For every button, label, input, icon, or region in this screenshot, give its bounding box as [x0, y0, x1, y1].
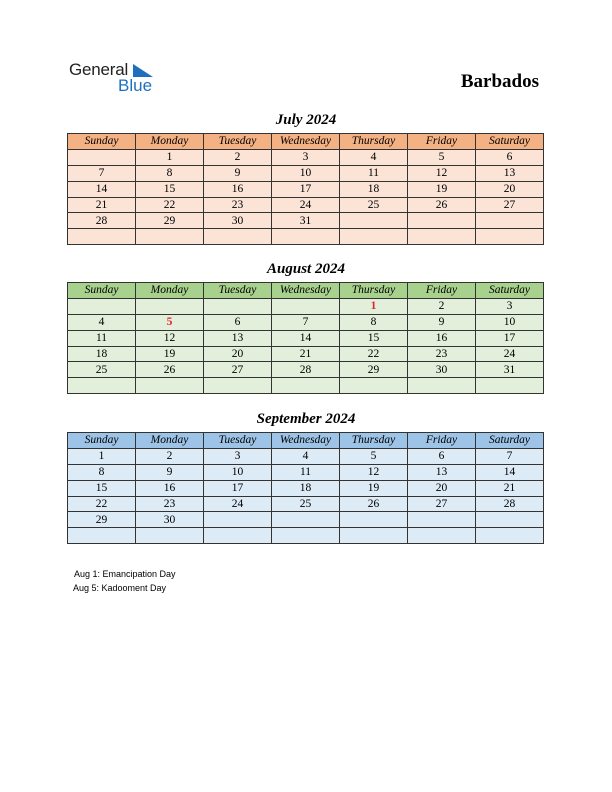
- day-cell: 8: [136, 165, 204, 181]
- day-cell: 25: [68, 362, 136, 378]
- week-row: [68, 448, 544, 464]
- day-cell: [204, 229, 272, 245]
- day-cell: 31: [476, 362, 544, 378]
- day-cell: 17: [204, 480, 272, 496]
- weekday-header: Saturday: [476, 283, 544, 299]
- week-row: [68, 213, 544, 229]
- day-cell: [68, 528, 136, 544]
- weekday-header: Saturday: [476, 433, 544, 449]
- day-cell: [408, 512, 476, 528]
- week-row: [68, 229, 544, 245]
- day-cell: 17: [476, 330, 544, 346]
- day-cell: 30: [204, 213, 272, 229]
- day-cell: [408, 378, 476, 394]
- week-row: [68, 346, 544, 362]
- month-title-august: August 2024: [267, 261, 345, 277]
- day-cell: [204, 512, 272, 528]
- weekday-header: Sunday: [68, 134, 136, 150]
- day-cell: 22: [68, 496, 136, 512]
- day-cell: 22: [340, 346, 408, 362]
- day-cell: 28: [476, 496, 544, 512]
- weekday-header: Sunday: [68, 283, 136, 299]
- brand-logo: [69, 60, 169, 96]
- day-cell: [476, 528, 544, 544]
- day-cell: [68, 298, 136, 314]
- day-cell: 23: [204, 197, 272, 213]
- weekday-header: Friday: [408, 433, 476, 449]
- day-cell: 23: [408, 346, 476, 362]
- day-cell: [476, 229, 544, 245]
- day-cell: 25: [340, 197, 408, 213]
- day-cell: 19: [340, 480, 408, 496]
- weekday-header-row: [68, 134, 544, 150]
- day-cell: 28: [68, 213, 136, 229]
- week-row: [68, 165, 544, 181]
- day-cell: 10: [204, 464, 272, 480]
- day-cell: 19: [136, 346, 204, 362]
- day-cell: 4: [340, 149, 408, 165]
- day-cell: [136, 378, 204, 394]
- day-cell: 8: [68, 464, 136, 480]
- weekday-header: Thursday: [340, 283, 408, 299]
- week-row: [68, 464, 544, 480]
- day-cell: [340, 528, 408, 544]
- country-title: Barbados: [460, 71, 539, 92]
- day-cell: 24: [204, 496, 272, 512]
- day-cell: 28: [272, 362, 340, 378]
- day-cell: 21: [68, 197, 136, 213]
- day-cell: 7: [476, 448, 544, 464]
- weekday-header: Tuesday: [204, 134, 272, 150]
- day-cell: 26: [408, 197, 476, 213]
- day-cell: 15: [136, 181, 204, 197]
- day-cell: [204, 528, 272, 544]
- day-cell: 16: [204, 181, 272, 197]
- day-cell: 13: [476, 165, 544, 181]
- holiday-note: Aug 1: Emancipation Day: [74, 569, 176, 579]
- week-row: [68, 378, 544, 394]
- day-cell: 16: [408, 330, 476, 346]
- day-cell: 20: [408, 480, 476, 496]
- day-cell: 27: [408, 496, 476, 512]
- weekday-header: Tuesday: [204, 283, 272, 299]
- weekday-header: Monday: [136, 134, 204, 150]
- day-cell: 5: [408, 149, 476, 165]
- day-cell: 27: [476, 197, 544, 213]
- day-cell: 14: [68, 181, 136, 197]
- day-cell: 14: [476, 464, 544, 480]
- holiday-note: Aug 5: Kadooment Day: [73, 583, 167, 593]
- day-cell: 4: [68, 314, 136, 330]
- day-cell: 1: [68, 448, 136, 464]
- weekday-header-row: [68, 283, 544, 299]
- day-cell: 3: [272, 149, 340, 165]
- day-cell: [408, 528, 476, 544]
- day-cell: 3: [204, 448, 272, 464]
- day-cell: [272, 378, 340, 394]
- day-cell: 5: [136, 314, 204, 330]
- day-cell: [476, 512, 544, 528]
- day-cell: 23: [136, 496, 204, 512]
- week-row: [68, 512, 544, 528]
- weekday-header: Saturday: [476, 134, 544, 150]
- day-cell: [136, 229, 204, 245]
- month-title-july: July 2024: [275, 112, 337, 128]
- day-cell: 30: [408, 362, 476, 378]
- day-cell: 21: [476, 480, 544, 496]
- weekday-header: Sunday: [68, 433, 136, 449]
- weekday-header: Wednesday: [272, 433, 340, 449]
- week-row: [68, 181, 544, 197]
- week-row: [68, 330, 544, 346]
- day-cell: 14: [272, 330, 340, 346]
- day-cell: 6: [204, 314, 272, 330]
- weekday-header-row: [68, 433, 544, 449]
- day-cell: 9: [136, 464, 204, 480]
- day-cell: 7: [68, 165, 136, 181]
- day-cell: 30: [136, 512, 204, 528]
- week-row: [68, 362, 544, 378]
- day-cell: [272, 528, 340, 544]
- week-row: [68, 480, 544, 496]
- day-cell: 18: [272, 480, 340, 496]
- day-cell: 31: [272, 213, 340, 229]
- weekday-header: Monday: [136, 283, 204, 299]
- weekday-header: Wednesday: [272, 283, 340, 299]
- day-cell: 27: [204, 362, 272, 378]
- day-cell: 21: [272, 346, 340, 362]
- weekday-header: Friday: [408, 134, 476, 150]
- day-cell: 29: [136, 213, 204, 229]
- day-cell: 6: [476, 149, 544, 165]
- month-title-september: September 2024: [256, 411, 356, 427]
- week-row: [68, 197, 544, 213]
- week-row: [68, 298, 544, 314]
- brand-name-general: General: [69, 60, 129, 79]
- day-cell: 17: [272, 181, 340, 197]
- day-cell: 2: [204, 149, 272, 165]
- day-cell: [272, 298, 340, 314]
- day-cell: [68, 229, 136, 245]
- day-cell: 8: [340, 314, 408, 330]
- day-cell: 26: [136, 362, 204, 378]
- day-cell: 18: [68, 346, 136, 362]
- day-cell: 25: [272, 496, 340, 512]
- weekday-header: Friday: [408, 283, 476, 299]
- weekday-header: Tuesday: [204, 433, 272, 449]
- weekday-header: Monday: [136, 433, 204, 449]
- day-cell: [340, 229, 408, 245]
- day-cell: 16: [136, 480, 204, 496]
- day-cell: [136, 528, 204, 544]
- day-cell: 18: [340, 181, 408, 197]
- day-cell: 12: [340, 464, 408, 480]
- day-cell: [340, 378, 408, 394]
- brand-name-blue: Blue: [118, 76, 153, 95]
- day-cell: 24: [476, 346, 544, 362]
- day-cell: 1: [340, 298, 408, 314]
- week-row: [68, 528, 544, 544]
- day-cell: 1: [136, 149, 204, 165]
- day-cell: 9: [408, 314, 476, 330]
- day-cell: [272, 229, 340, 245]
- day-cell: 29: [340, 362, 408, 378]
- day-cell: 20: [476, 181, 544, 197]
- day-cell: 3: [476, 298, 544, 314]
- day-cell: [340, 512, 408, 528]
- day-cell: 24: [272, 197, 340, 213]
- day-cell: 11: [340, 165, 408, 181]
- day-cell: 29: [68, 512, 136, 528]
- calendar-september: [67, 432, 544, 544]
- day-cell: 7: [272, 314, 340, 330]
- day-cell: 2: [136, 448, 204, 464]
- day-cell: 11: [272, 464, 340, 480]
- day-cell: 11: [68, 330, 136, 346]
- day-cell: [204, 298, 272, 314]
- day-cell: [272, 512, 340, 528]
- day-cell: 13: [408, 464, 476, 480]
- week-row: [68, 496, 544, 512]
- day-cell: 15: [68, 480, 136, 496]
- day-cell: 4: [272, 448, 340, 464]
- day-cell: [136, 298, 204, 314]
- day-cell: 9: [204, 165, 272, 181]
- day-cell: 6: [408, 448, 476, 464]
- day-cell: [476, 378, 544, 394]
- week-row: [68, 149, 544, 165]
- day-cell: [340, 213, 408, 229]
- week-row: [68, 314, 544, 330]
- day-cell: [408, 213, 476, 229]
- day-cell: 13: [204, 330, 272, 346]
- day-cell: [68, 378, 136, 394]
- calendar-july: [67, 133, 544, 245]
- weekday-header: Thursday: [340, 134, 408, 150]
- day-cell: 12: [136, 330, 204, 346]
- calendar-august: [67, 282, 544, 394]
- day-cell: 10: [272, 165, 340, 181]
- day-cell: [476, 213, 544, 229]
- day-cell: 22: [136, 197, 204, 213]
- day-cell: 12: [408, 165, 476, 181]
- weekday-header: Wednesday: [272, 134, 340, 150]
- day-cell: 2: [408, 298, 476, 314]
- day-cell: 15: [340, 330, 408, 346]
- day-cell: 5: [340, 448, 408, 464]
- day-cell: [204, 378, 272, 394]
- day-cell: [408, 229, 476, 245]
- day-cell: 20: [204, 346, 272, 362]
- day-cell: 26: [340, 496, 408, 512]
- weekday-header: Thursday: [340, 433, 408, 449]
- holiday-notes: [74, 567, 176, 595]
- day-cell: 19: [408, 181, 476, 197]
- day-cell: [68, 149, 136, 165]
- day-cell: 10: [476, 314, 544, 330]
